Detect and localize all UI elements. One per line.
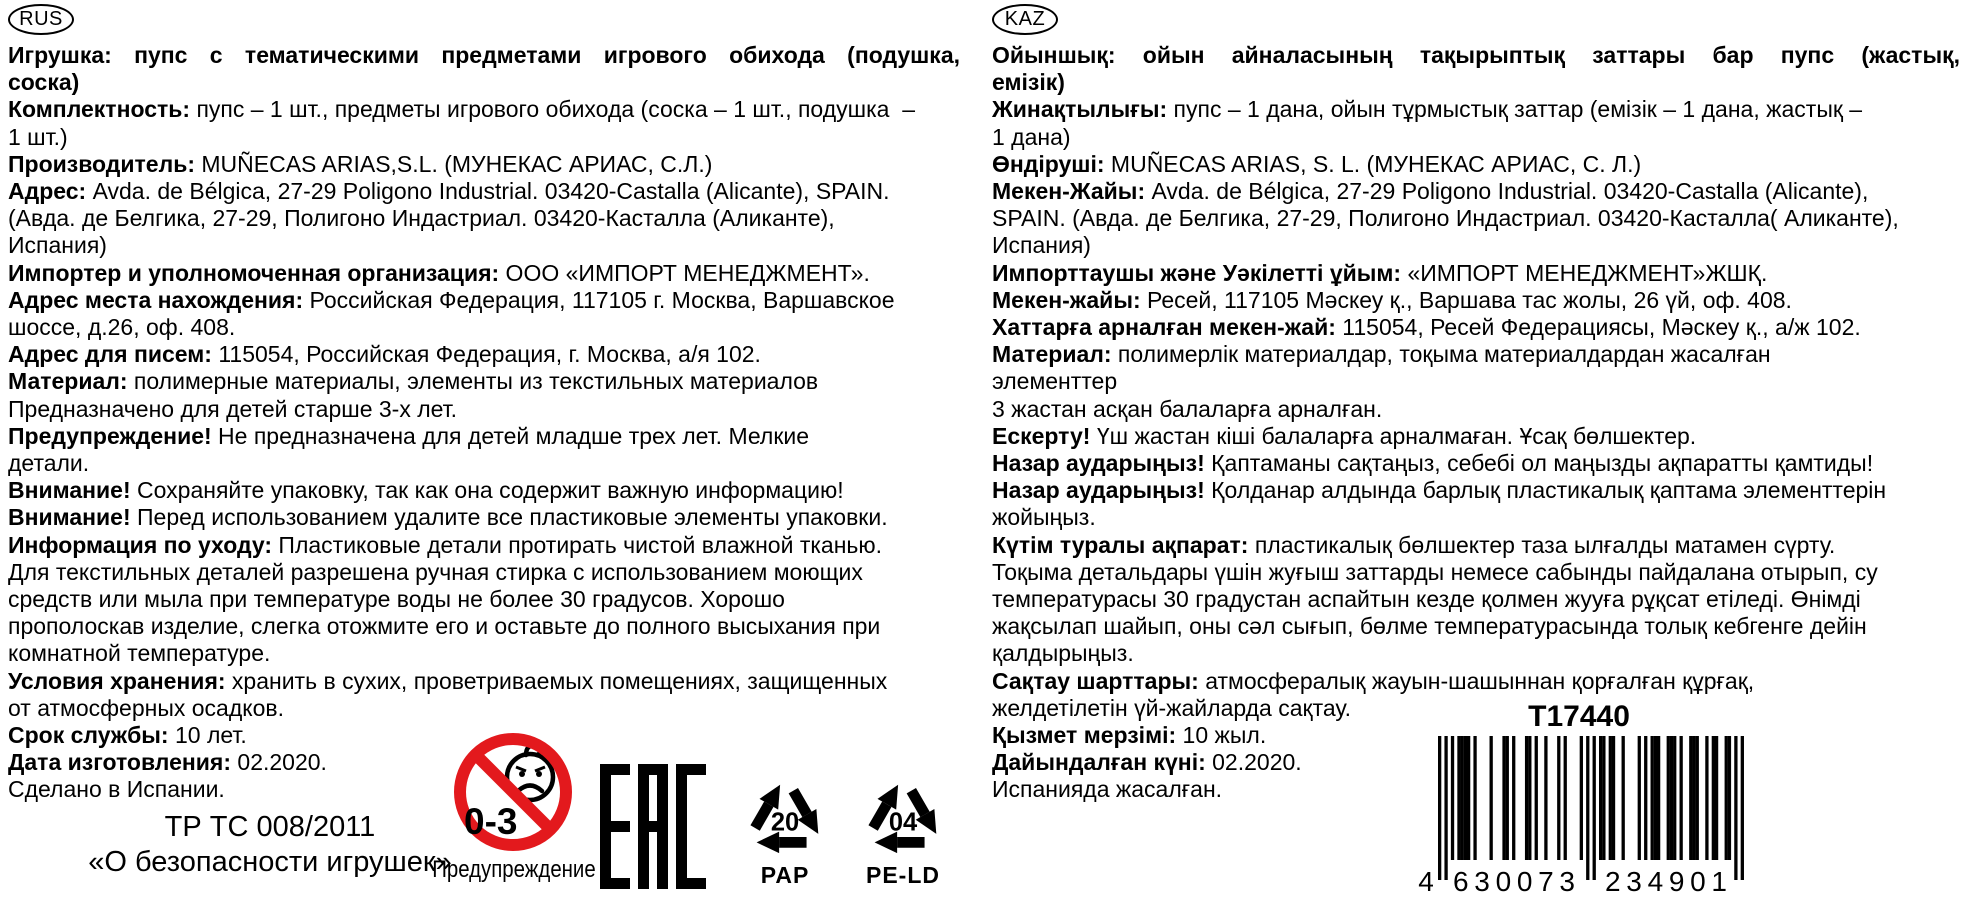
- text-line: Испания): [8, 232, 107, 259]
- text-line: Хаттарға арналған мекен-жай: 115054, Ресей Федерациясы, Мәскеу қ., а/ж 102.: [992, 314, 1861, 341]
- text-line: Жинақтылығы: пупс – 1 дана, ойын тұрмыстық заттар (емізік – 1 дана, жастық –: [992, 96, 1863, 123]
- text-line: Для текстильных деталей разрешена ручная стирка с использованием моющих: [8, 558, 863, 585]
- text-line: 1 шт.): [8, 123, 68, 150]
- language-badge-rus: RUS: [8, 4, 74, 35]
- text-line: Ойыншық: ойын айналасының тақырыптық заттары бар пупс (жастық,: [992, 42, 1960, 68]
- text-line: Мекен-жайы: Ресей, 117105 Мәскеу қ., Варшава тас жолы, 26 үй, оф. 408.: [992, 286, 1792, 313]
- recycling-code: 04: [888, 808, 918, 837]
- age-range-label: 0-3: [464, 801, 518, 842]
- barcode-digits-right: 234901: [1605, 866, 1727, 894]
- text-line: Сақтау шарттары: атмосфералық жауын-шашыннан қорғалған құрғақ,: [992, 667, 1755, 694]
- text-line: температурасы 30 градустан аспайтын кезде қолмен жууға рұқсат етіледі. Өнімді: [992, 586, 1861, 613]
- language-badge-kaz: KAZ: [992, 4, 1058, 35]
- text-line: Информация по уходу: Пластиковые детали протирать чистой влажной тканью.: [8, 531, 883, 558]
- text-line: Адрес места нахождения: Российская Федерация, 117105 г. Москва, Варшавское: [8, 286, 895, 313]
- text-line: желдетілетін үй-жайларда сақтау.: [992, 694, 1351, 721]
- article-number: T17440: [1528, 700, 1630, 733]
- text-line: Предупреждение! Не предназначена для детей младше трех лет. Мелкие: [8, 422, 810, 449]
- barcode-block: [1414, 700, 1744, 899]
- text-line: Дата изготовления: 02.2020.: [8, 749, 327, 776]
- text-line: жойыңыз.: [992, 504, 1096, 531]
- text-line: детали.: [8, 450, 90, 477]
- technical-regulation: [40, 810, 500, 880]
- text-line: средств или мыла при температуре воды не более 30 градусов. Хорошо: [8, 586, 785, 613]
- text-line: қалдырыңыз.: [992, 640, 1134, 667]
- ean13-barcode: [1414, 736, 1744, 894]
- text-line: Адрес для писем: 115054, Российская Федерация, г. Москва, а/я 102.: [8, 341, 761, 368]
- recycling-material-label: PAP: [760, 862, 810, 888]
- text-line: Назар аударыңыз! Қолданар алдында барлық пластикалық қаптама элементтерін: [992, 477, 1887, 504]
- text-line: Игрушка: пупс с тематическими предметами игрового обихода (подушка,: [8, 42, 960, 68]
- kazakh-text-column: [992, 42, 1960, 804]
- text-line: 3 жастан асқан балаларға арналған.: [992, 395, 1383, 422]
- recycling-triangle-icon: [854, 764, 952, 862]
- text-line: емізік): [992, 69, 1065, 96]
- text-line: элементтер: [992, 368, 1118, 395]
- barcode-digits-left: 630073: [1453, 866, 1575, 894]
- text-line: SPAIN. (Авда. де Белгика, 27-29, Полигоно Индастриал. 03420-Касталла( Аликанте),: [992, 205, 1899, 232]
- text-line: Срок службы: 10 лет.: [8, 722, 247, 749]
- eac-icon: [600, 764, 706, 889]
- text-line: от атмосферных осадков.: [8, 694, 284, 721]
- age-warning-caption: Предупреждение: [432, 856, 596, 883]
- text-line: Өндіруші: MUÑECAS ARIAS, S. L. (МУНЕКАС АРИАС, С. Л.): [992, 150, 1642, 177]
- text-line: Импортер и уполномоченная организация: ООО «ИМПОРТ МЕНЕДЖМЕНТ».: [8, 259, 870, 286]
- text-line: Дайындалған күні: 02.2020.: [992, 749, 1302, 776]
- text-line: Производитель: MUÑECAS ARIAS,S.L. (МУНЕКАС АРИАС, С.Л.): [8, 150, 713, 177]
- eac-mark: [600, 764, 706, 894]
- text-line: Ескерту! Үш жастан кіші балаларға арналмаған. Ұсақ бөлшектер.: [992, 422, 1697, 449]
- russian-text-column: [8, 42, 960, 804]
- text-line: Материал: полимерные материалы, элементы из текстильных материалов: [8, 368, 819, 395]
- recycling-code: 20: [770, 808, 800, 837]
- barcode-digit-lead: 4: [1418, 866, 1434, 894]
- recycling-material-label: PE-LD: [866, 862, 940, 888]
- text-line: Предназначено для детей старше 3-х лет.: [8, 395, 458, 422]
- text-line: Внимание! Сохраняйте упаковку, так как она содержит важную информацию!: [8, 477, 844, 504]
- recycling-triangle-icon: [736, 764, 834, 862]
- text-line: Сделано в Испании.: [8, 776, 225, 803]
- text-line: Испания): [992, 232, 1091, 259]
- text-line: комнатной температуре.: [8, 640, 271, 667]
- text-line: Тоқыма детальдары үшін жуғыш заттарды немесе сабынды пайдалана отырып, су: [992, 558, 1878, 585]
- tr-reg-title: «О безопасности игрушек»: [88, 846, 452, 878]
- text-line: шоссе, д.26, оф. 408.: [8, 314, 236, 341]
- text-line: прополоскав изделие, слегка отожмите его и оставьте до полного высыхания при: [8, 613, 881, 640]
- text-line: Внимание! Перед использованием удалите все пластиковые элементы упаковки.: [8, 504, 888, 531]
- text-line: Испанияда жасалған.: [992, 776, 1223, 803]
- age-warning-sign: [432, 731, 596, 884]
- text-line: Мекен-Жайы: Avda. de Bélgica, 27-29 Poligono Industrial. 03420-Castalla (Alicante),: [992, 178, 1869, 205]
- text-line: Импорттаушы және Уәкілетті ұйым: «ИМПОРТ МЕНЕДЖМЕНТ»ЖШҚ.: [992, 259, 1768, 286]
- recycling-symbol-peld: [853, 764, 953, 889]
- text-line: Комплектность: пупс – 1 шт., предметы игрового обихода (соска – 1 шт., подушка –: [8, 96, 916, 123]
- age-warning-icon: [452, 731, 574, 853]
- text-line: Күтім туралы ақпарат: пластикалық бөлшектер таза ылғалды матамен сүрту.: [992, 531, 1836, 558]
- text-line: соска): [8, 69, 80, 96]
- text-line: 1 дана): [992, 123, 1071, 150]
- text-line: Қызмет мерзімі: 10 жыл.: [992, 722, 1267, 749]
- tr-reg-number: ТР ТС 008/2011: [164, 811, 376, 843]
- text-line: жақсылап шайып, оны сәл сығып, бөлме температурасында толық кебгенге дейін: [992, 613, 1867, 640]
- text-line: Материал: полимерлік материалдар, тоқыма материалдардан жасалған: [992, 341, 1771, 368]
- text-line: (Авда. де Белгика, 27-29, Полигоно Индастриал. 03420-Касталла (Аликанте),: [8, 205, 835, 232]
- text-line: Условия хранения: хранить в сухих, проветриваемых помещениях, защищенных: [8, 667, 888, 694]
- recycling-symbol-pap: [735, 764, 835, 889]
- text-line: Адрес: Avda. de Bélgica, 27-29 Poligono Industrial. 03420-Castalla (Alicante), SPAIN.: [8, 178, 890, 205]
- text-line: Назар аударыңыз! Қаптаманы сақтаңыз, себебі ол маңызды ақпаратты қамтиды!: [992, 450, 1874, 477]
